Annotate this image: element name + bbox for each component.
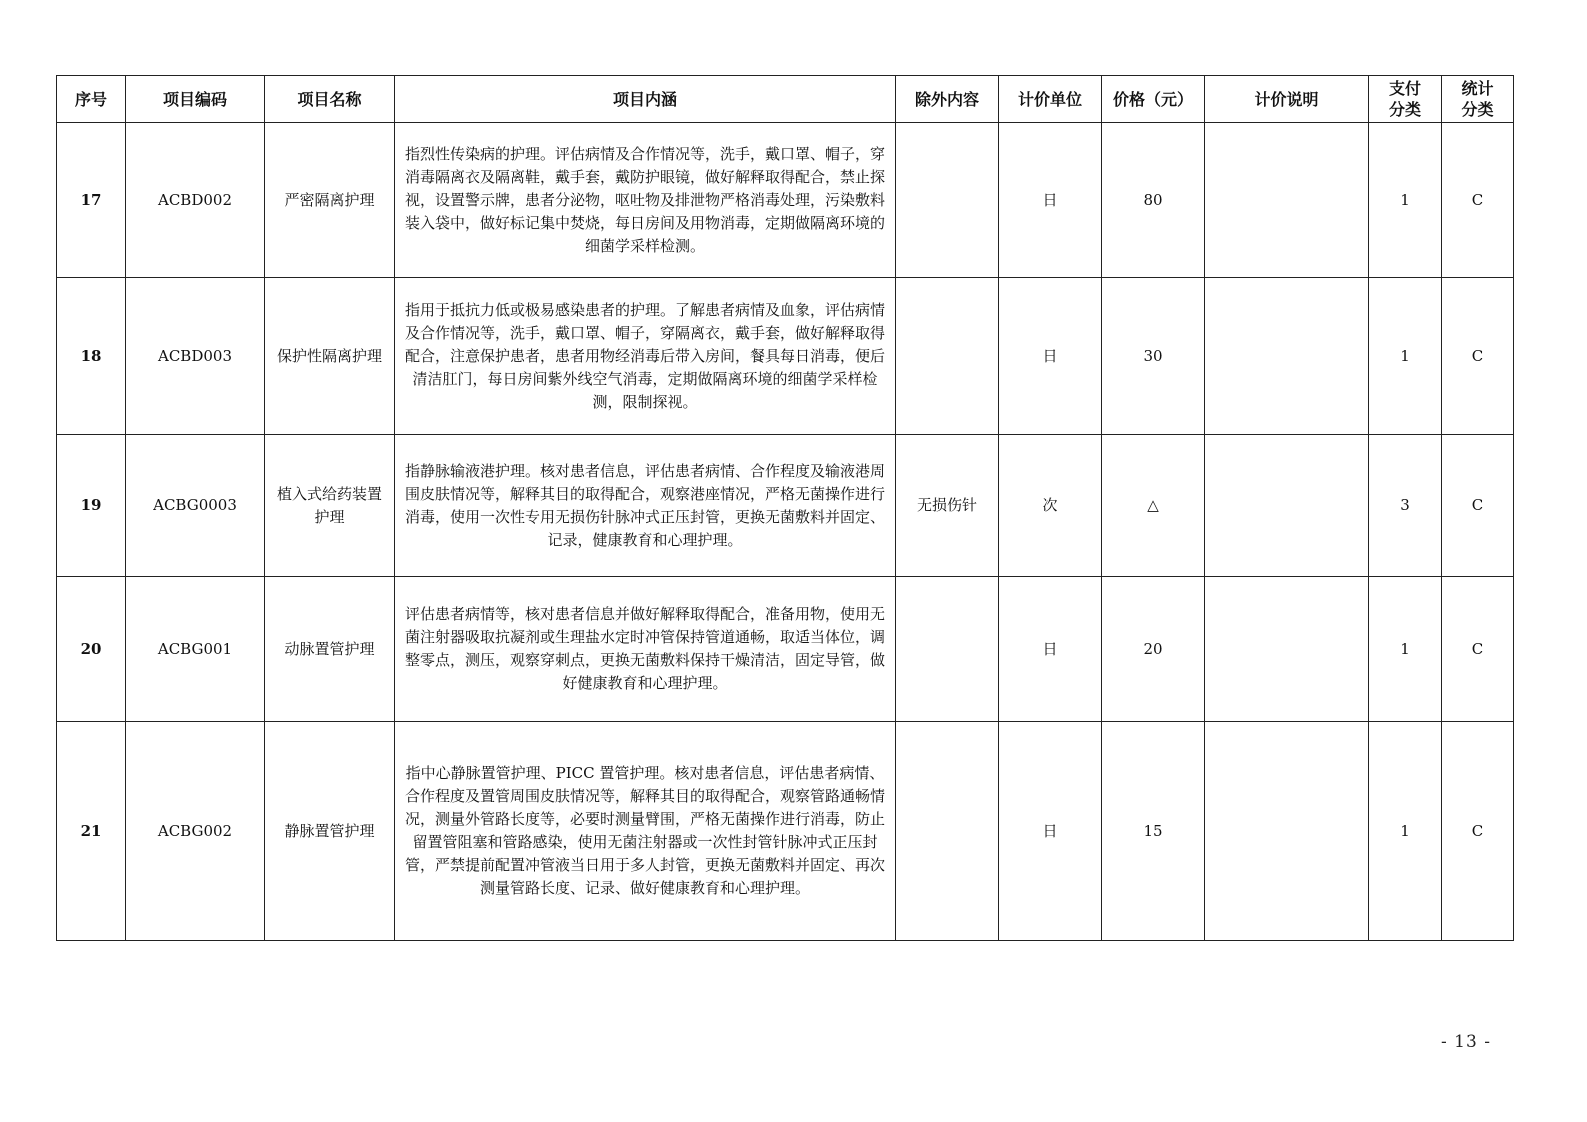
cell-stat: C	[1442, 722, 1514, 941]
cell-exclusion	[896, 722, 999, 941]
header-stat: 统计分类	[1442, 76, 1514, 123]
fee-schedule-sheet	[56, 75, 1513, 941]
cell-name: 动脉置管护理	[265, 577, 395, 722]
cell-name: 严密隔离护理	[265, 123, 395, 278]
cell-code: ACBG002	[126, 722, 265, 941]
cell-payment: 1	[1369, 577, 1442, 722]
cell-seq: 18	[57, 278, 126, 435]
header-note: 计价说明	[1205, 76, 1369, 123]
cell-stat: C	[1442, 278, 1514, 435]
cell-payment: 1	[1369, 278, 1442, 435]
cell-content: 指烈性传染病的护理。评估病情及合作情况等，洗手，戴口罩、帽子，穿消毒隔离衣及隔离鞋，戴手套，戴防护眼镜，做好解释取得配合，禁止探视，设置警示牌，患者分泌物，呕吐物及排泄物严格消毒处理，污染敷料装入袋中，做好标记集中焚烧，每日房间及用物消毒，定期做隔离环境的细菌学采样检测。	[395, 123, 896, 278]
cell-unit: 次	[999, 435, 1102, 577]
cell-name: 静脉置管护理	[265, 722, 395, 941]
table-row	[57, 435, 1514, 577]
cell-code: ACBD002	[126, 123, 265, 278]
cell-content: 指用于抵抗力低或极易感染患者的护理。了解患者病情及血象，评估病情及合作情况等，洗手，戴口罩、帽子，穿隔离衣，戴手套，做好解释取得配合，注意保护患者，患者用物经消毒后带入房间，餐具每日消毒，便后清洁肛门，每日房间紫外线空气消毒，定期做隔离环境的细菌学采样检测，限制探视。	[395, 278, 896, 435]
cell-unit: 日	[999, 278, 1102, 435]
cell-code: ACBG001	[126, 577, 265, 722]
cell-price: 80	[1102, 123, 1205, 278]
cell-exclusion	[896, 123, 999, 278]
cell-payment: 1	[1369, 722, 1442, 941]
header-unit: 计价单位	[999, 76, 1102, 123]
cell-name: 保护性隔离护理	[265, 278, 395, 435]
cell-note	[1205, 278, 1369, 435]
cell-content: 指静脉输液港护理。核对患者信息，评估患者病情、合作程度及输液港周围皮肤情况等，解释其目的取得配合，观察港座情况，严格无菌操作进行消毒，使用一次性专用无损伤针脉冲式正压封管，更换无菌敷料并固定、记录，健康教育和心理护理。	[395, 435, 896, 577]
header-seq: 序号	[57, 76, 126, 123]
table-header-row	[57, 76, 1514, 123]
cell-payment: 1	[1369, 123, 1442, 278]
cell-note	[1205, 722, 1369, 941]
cell-stat: C	[1442, 577, 1514, 722]
header-exclusion: 除外内容	[896, 76, 999, 123]
cell-payment: 3	[1369, 435, 1442, 577]
cell-note	[1205, 123, 1369, 278]
header-payment: 支付分类	[1369, 76, 1442, 123]
cell-price: 30	[1102, 278, 1205, 435]
header-price: 价格（元）	[1102, 76, 1205, 123]
cell-code: ACBD003	[126, 278, 265, 435]
cell-content: 评估患者病情等，核对患者信息并做好解释取得配合，准备用物，使用无菌注射器吸取抗凝剂或生理盐水定时冲管保持管道通畅，取适当体位，调整零点，测压，观察穿刺点，更换无菌敷料保持干燥清洁，固定导管，做好健康教育和心理护理。	[395, 577, 896, 722]
header-name: 项目名称	[265, 76, 395, 123]
cell-seq: 20	[57, 577, 126, 722]
cell-unit: 日	[999, 577, 1102, 722]
cell-exclusion	[896, 577, 999, 722]
cell-price: 15	[1102, 722, 1205, 941]
cell-price: △	[1102, 435, 1205, 577]
cell-seq: 19	[57, 435, 126, 577]
header-content: 项目内涵	[395, 76, 896, 123]
page-number: - 13 -	[1441, 1032, 1491, 1052]
cell-content: 指中心静脉置管护理、PICC 置管护理。核对患者信息，评估患者病情、合作程度及置管周围皮肤情况等，解释其目的取得配合，观察管路通畅情况，测量外管路长度等，必要时测量臂围，严格无菌操作进行消毒，防止留置管阻塞和管路感染，使用无菌注射器或一次性封管针脉冲式正压封管，严禁提前配置冲管液当日用于多人封管，更换无菌敷料并固定、再次测量管路长度、记录、做好健康教育和心理护理。	[395, 722, 896, 941]
cell-price: 20	[1102, 577, 1205, 722]
fee-schedule-table	[56, 75, 1514, 941]
cell-stat: C	[1442, 123, 1514, 278]
cell-exclusion: 无损伤针	[896, 435, 999, 577]
table-row	[57, 123, 1514, 278]
cell-seq: 17	[57, 123, 126, 278]
cell-note	[1205, 435, 1369, 577]
cell-note	[1205, 577, 1369, 722]
cell-stat: C	[1442, 435, 1514, 577]
cell-unit: 日	[999, 123, 1102, 278]
cell-code: ACBG0003	[126, 435, 265, 577]
table-row	[57, 278, 1514, 435]
cell-seq: 21	[57, 722, 126, 941]
table-row	[57, 577, 1514, 722]
table-row	[57, 722, 1514, 941]
header-code: 项目编码	[126, 76, 265, 123]
cell-name: 植入式给药装置护理	[265, 435, 395, 577]
cell-unit: 日	[999, 722, 1102, 941]
cell-exclusion	[896, 278, 999, 435]
